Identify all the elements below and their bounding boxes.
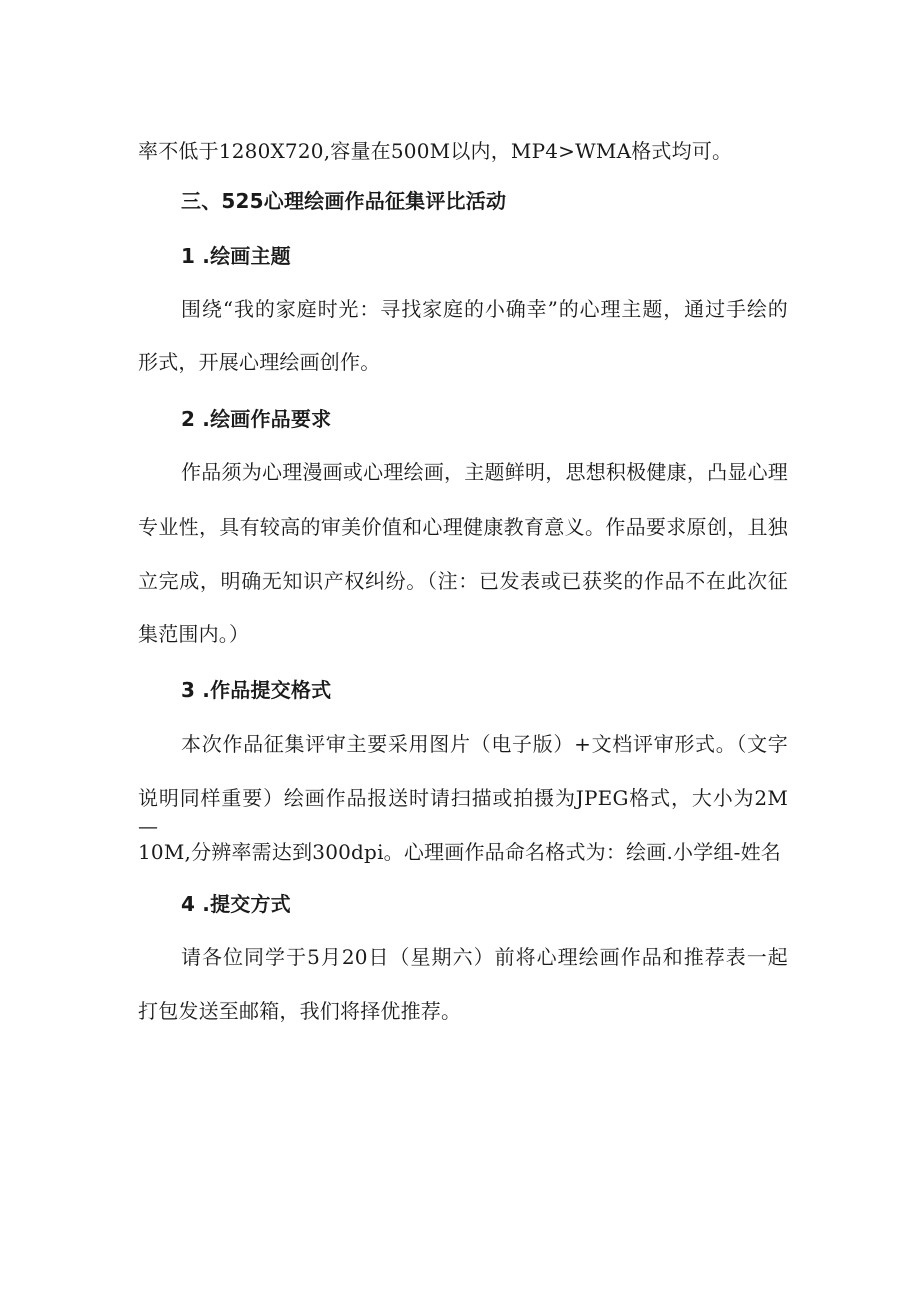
paragraph-line: 本次作品征集评审主要采用图片（电子版）+文档评审形式。（文字 [181,732,788,756]
subsection-heading-theme: 1 .绘画主题 [181,244,291,268]
paragraph-line: 集范围内。） [138,622,250,646]
paragraph-line: 形式，开展心理绘画创作。 [138,350,381,374]
subsection-heading-requirements: 2 .绘画作品要求 [181,407,332,431]
paragraph-line: 围绕“我的家庭时光：寻找家庭的小确幸”的心理主题，通过手绘的 [181,297,788,321]
paragraph-line: 10M,分辨率需达到300dpi。心理画作品命名格式为：绘画.小学组-姓名 [138,840,781,864]
paragraph-line: 请各位同学于5月20日（星期六）前将心理绘画作品和推荐表一起 [181,945,788,969]
paragraph-line: 专业性，具有较高的审美价值和心理健康教育意义。作品要求原创，且独 [138,515,788,539]
paragraph-line: 说明同样重要）绘画作品报送时请扫描或拍摄为JPEG格式，大小为2M— [138,786,788,838]
subsection-heading-format: 3 .作品提交格式 [181,678,332,702]
subsection-heading-submission: 4 .提交方式 [181,892,291,916]
paragraph-line: 率不低于1280X720,容量在500M以内，MP4>WMA格式均可。 [138,139,733,163]
section-heading: 三、525心理绘画作品征集评比活动 [181,189,507,213]
paragraph-line: 打包发送至邮箱，我们将择优推荐。 [138,999,462,1023]
paragraph-line: 立完成，明确无知识产权纠纷。（注：已发表或已获奖的作品不在此次征 [138,569,788,593]
paragraph-line: 作品须为心理漫画或心理绘画，主题鲜明，思想积极健康，凸显心理 [181,460,788,484]
